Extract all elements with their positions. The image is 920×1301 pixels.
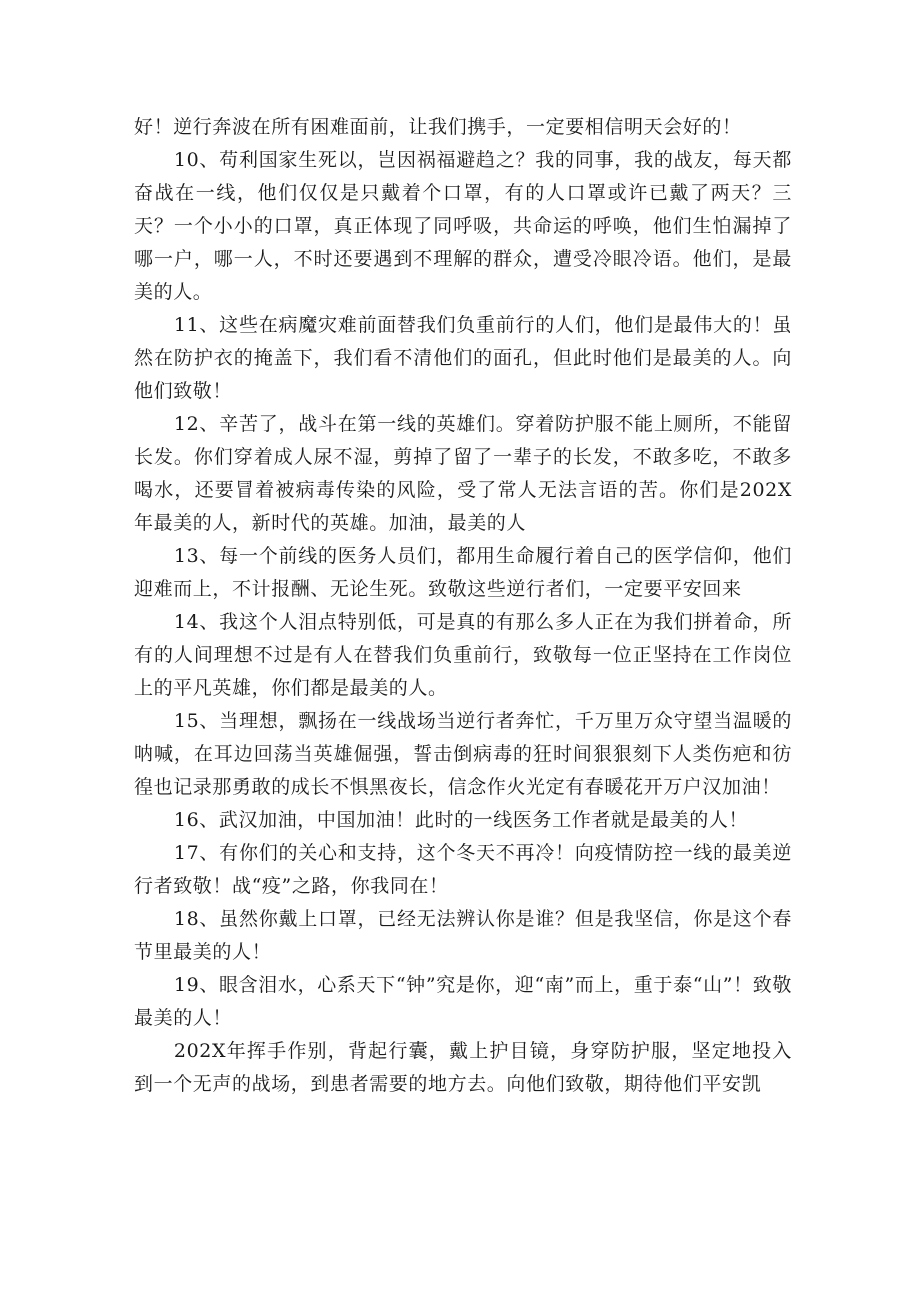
paragraph-15: 15、当理想，飘扬在一线战场当逆行者奔忙，千万里万众守望当温暖的呐喊，在耳边回荡当英雄倔强，誓击倒病毒的狂时间狠狠刻下人类伤疤和彷徨也记录那勇敢的成长不惧黑夜长，信念作火光定有春暖花开万户汉加油！ (134, 710, 792, 798)
paragraph-18: 18、虽然你戴上口罩，已经无法辨认你是谁？但是我坚信，你是这个春节里最美的人！ (134, 908, 792, 963)
paragraph-13: 13、每一个前线的医务人员们，都用生命履行着自己的医学信仰，他们迎难而上，不计报酬、无论生死。致敬这些逆行者们，一定要平安回来 (134, 545, 792, 600)
paragraph-closing: 202X年挥手作别，背起行囊，戴上护目镜，身穿防护服，坚定地投入到一个无声的战场，到患者需要的地方去。向他们致敬，期待他们平安凯 (134, 1040, 792, 1095)
paragraph-12: 12、辛苦了，战斗在第一线的英雄们。穿着防护服不能上厕所，不能留长发。你们穿着成人尿不湿，剪掉了留了一辈子的长发，不敢多吃，不敢多喝水，还要冒着被病毒传染的风险，受了常人无法言语的苦。你们是202X年最美的人，新时代的英雄。加油，最美的人 (134, 413, 792, 534)
document-body (134, 111, 792, 1101)
paragraph-11: 11、这些在病魔灾难前面替我们负重前行的人们，他们是最伟大的！虽然在防护衣的掩盖下，我们看不清他们的面孔，但此时他们是最美的人。向他们致敬！ (134, 314, 792, 402)
paragraph-continuation: 好！逆行奔波在所有困难面前，让我们携手，一定要相信明天会好的！ (134, 116, 742, 138)
paragraph-17: 17、有你们的关心和支持，这个冬天不再冷！向疫情防控一线的最美逆行者致敬！战“疫”之路，你我同在！ (134, 842, 792, 897)
paragraph-14: 14、我这个人泪点特别低，可是真的有那么多人正在为我们拼着命，所有的人间理想不过是有人在替我们负重前行，致敬每一位正坚持在工作岗位上的平凡英雄，你们都是最美的人。 (134, 611, 792, 699)
paragraph-10: 10、苟利国家生死以，岂因祸福避趋之？我的同事，我的战友，每天都奋战在一线，他们仅仅是只戴着个口罩，有的人口罩或许已戴了两天？三天？一个小小的口罩，真正体现了同呼吸，共命运的呼唤，他们生怕漏掉了哪一户，哪一人，不时还要遇到不理解的群众，遭受冷眼冷语。他们，是最美的人。 (134, 149, 792, 303)
paragraph-19: 19、眼含泪水，心系天下“钟”究是你，迎“南”而上，重于泰“山”！致敬最美的人！ (134, 974, 792, 1029)
paragraph-16: 16、武汉加油，中国加油！此时的一线医务工作者就是最美的人！ (173, 809, 749, 831)
